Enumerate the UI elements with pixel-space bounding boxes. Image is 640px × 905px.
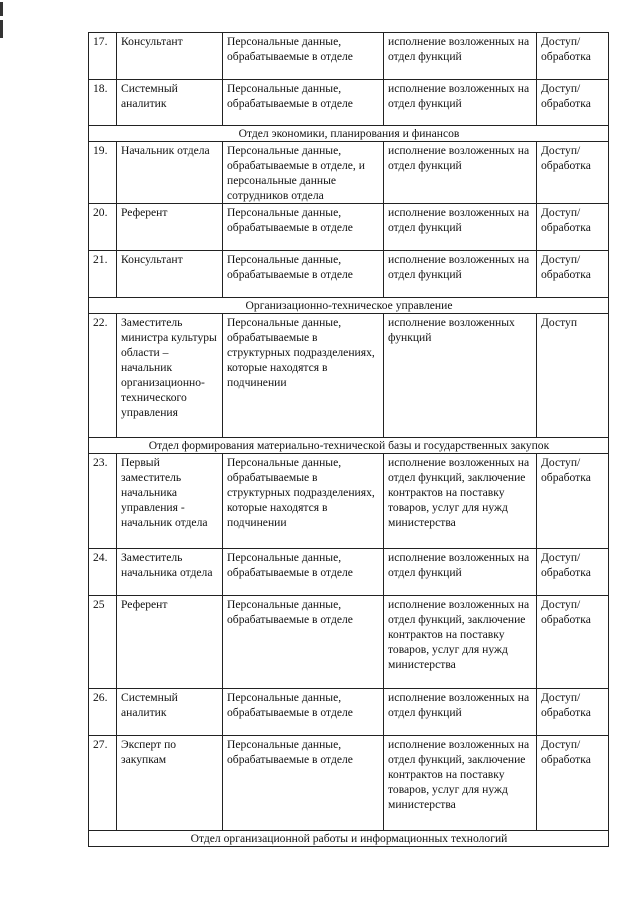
access-cell: Доступ/ обработка bbox=[537, 204, 609, 251]
table-row bbox=[89, 596, 609, 689]
position-cell: Системный аналитик bbox=[117, 80, 223, 126]
table-row bbox=[89, 251, 609, 298]
access-cell: Доступ/ обработка bbox=[537, 736, 609, 831]
section-header-row bbox=[89, 831, 609, 847]
access-cell: Доступ bbox=[537, 314, 609, 438]
scan-edge-mark-bottom bbox=[0, 20, 3, 38]
row-number-cell: 26. bbox=[89, 689, 117, 736]
personal-data-cell: Персональные данные, обрабатываемые в отделе bbox=[223, 596, 384, 689]
section-title: Отдел экономики, планирования и финансов bbox=[89, 126, 609, 142]
position-cell: Заместитель министра культуры области – начальник организационно-технического управления bbox=[117, 314, 223, 438]
purpose-cell: исполнение возложенных на отдел функций bbox=[384, 251, 537, 298]
purpose-cell: исполнение возложенных функций bbox=[384, 314, 537, 438]
position-cell: Консультант bbox=[117, 33, 223, 80]
table-row bbox=[89, 33, 609, 80]
row-number-cell: 23. bbox=[89, 454, 117, 549]
section-title: Отдел организационной работы и информационных технологий bbox=[89, 831, 609, 847]
row-number-cell: 22. bbox=[89, 314, 117, 438]
purpose-cell: исполнение возложенных на отдел функций, заключение контрактов на поставку товаров, услуг для нужд министерства bbox=[384, 454, 537, 549]
position-cell: Начальник отдела bbox=[117, 142, 223, 204]
purpose-cell: исполнение возложенных на отдел функций, заключение контрактов на поставку товаров, услуг для нужд министерства bbox=[384, 596, 537, 689]
table-row bbox=[89, 204, 609, 251]
personal-data-cell: Персональные данные, обрабатываемые в отделе bbox=[223, 80, 384, 126]
access-cell: Доступ/ обработка bbox=[537, 80, 609, 126]
personal-data-cell: Персональные данные, обрабатываемые в отделе bbox=[223, 33, 384, 80]
row-number-cell: 20. bbox=[89, 204, 117, 251]
table-row bbox=[89, 549, 609, 596]
row-number-cell: 19. bbox=[89, 142, 117, 204]
position-cell: Консультант bbox=[117, 251, 223, 298]
table-row bbox=[89, 454, 609, 549]
purpose-cell: исполнение возложенных на отдел функций bbox=[384, 80, 537, 126]
row-number-cell: 25 bbox=[89, 596, 117, 689]
table-body bbox=[89, 33, 609, 847]
position-cell: Референт bbox=[117, 596, 223, 689]
table-row bbox=[89, 142, 609, 204]
position-cell: Референт bbox=[117, 204, 223, 251]
row-number-cell: 18. bbox=[89, 80, 117, 126]
position-cell: Заместитель начальника отдела bbox=[117, 549, 223, 596]
row-number-cell: 27. bbox=[89, 736, 117, 831]
table-row bbox=[89, 689, 609, 736]
table-row bbox=[89, 736, 609, 831]
personal-data-cell: Персональные данные, обрабатываемые в отделе bbox=[223, 549, 384, 596]
personal-data-cell: Персональные данные, обрабатываемые в отделе, и персональные данные сотрудников отдела bbox=[223, 142, 384, 204]
access-cell: Доступ/ обработка bbox=[537, 689, 609, 736]
table-row bbox=[89, 80, 609, 126]
section-header-row bbox=[89, 438, 609, 454]
section-header-row bbox=[89, 126, 609, 142]
position-cell: Первый заместитель начальника управления - начальник отдела bbox=[117, 454, 223, 549]
purpose-cell: исполнение возложенных на отдел функций bbox=[384, 142, 537, 204]
row-number-cell: 24. bbox=[89, 549, 117, 596]
row-number-cell: 17. bbox=[89, 33, 117, 80]
section-header-row bbox=[89, 298, 609, 314]
position-cell: Эксперт по закупкам bbox=[117, 736, 223, 831]
purpose-cell: исполнение возложенных на отдел функций, заключение контрактов на поставку товаров, услуг для нужд министерства bbox=[384, 736, 537, 831]
access-cell: Доступ/ обработка bbox=[537, 454, 609, 549]
table-row bbox=[89, 314, 609, 438]
purpose-cell: исполнение возложенных на отдел функций bbox=[384, 204, 537, 251]
personal-data-cell: Персональные данные, обрабатываемые в структурных подразделениях, которые находятся в подчинении bbox=[223, 454, 384, 549]
personal-data-access-table bbox=[88, 32, 609, 847]
access-cell: Доступ/ обработка bbox=[537, 142, 609, 204]
purpose-cell: исполнение возложенных на отдел функций bbox=[384, 549, 537, 596]
section-title: Отдел формирования материально-технической базы и государственных закупок bbox=[89, 438, 609, 454]
personal-data-cell: Персональные данные, обрабатываемые в отделе bbox=[223, 251, 384, 298]
row-number-cell: 21. bbox=[89, 251, 117, 298]
access-cell: Доступ/ обработка bbox=[537, 251, 609, 298]
purpose-cell: исполнение возложенных на отдел функций bbox=[384, 33, 537, 80]
access-cell: Доступ/ обработка bbox=[537, 33, 609, 80]
access-cell: Доступ/ обработка bbox=[537, 596, 609, 689]
position-cell: Системный аналитик bbox=[117, 689, 223, 736]
purpose-cell: исполнение возложенных на отдел функций bbox=[384, 689, 537, 736]
access-cell: Доступ/ обработка bbox=[537, 549, 609, 596]
personal-data-cell: Персональные данные, обрабатываемые в отделе bbox=[223, 736, 384, 831]
scan-edge-mark-top bbox=[0, 2, 3, 16]
section-title: Организационно-техническое управление bbox=[89, 298, 609, 314]
personal-data-cell: Персональные данные, обрабатываемые в отделе bbox=[223, 689, 384, 736]
personal-data-cell: Персональные данные, обрабатываемые в структурных подразделениях, которые находятся в подчинении bbox=[223, 314, 384, 438]
personal-data-cell: Персональные данные, обрабатываемые в отделе bbox=[223, 204, 384, 251]
